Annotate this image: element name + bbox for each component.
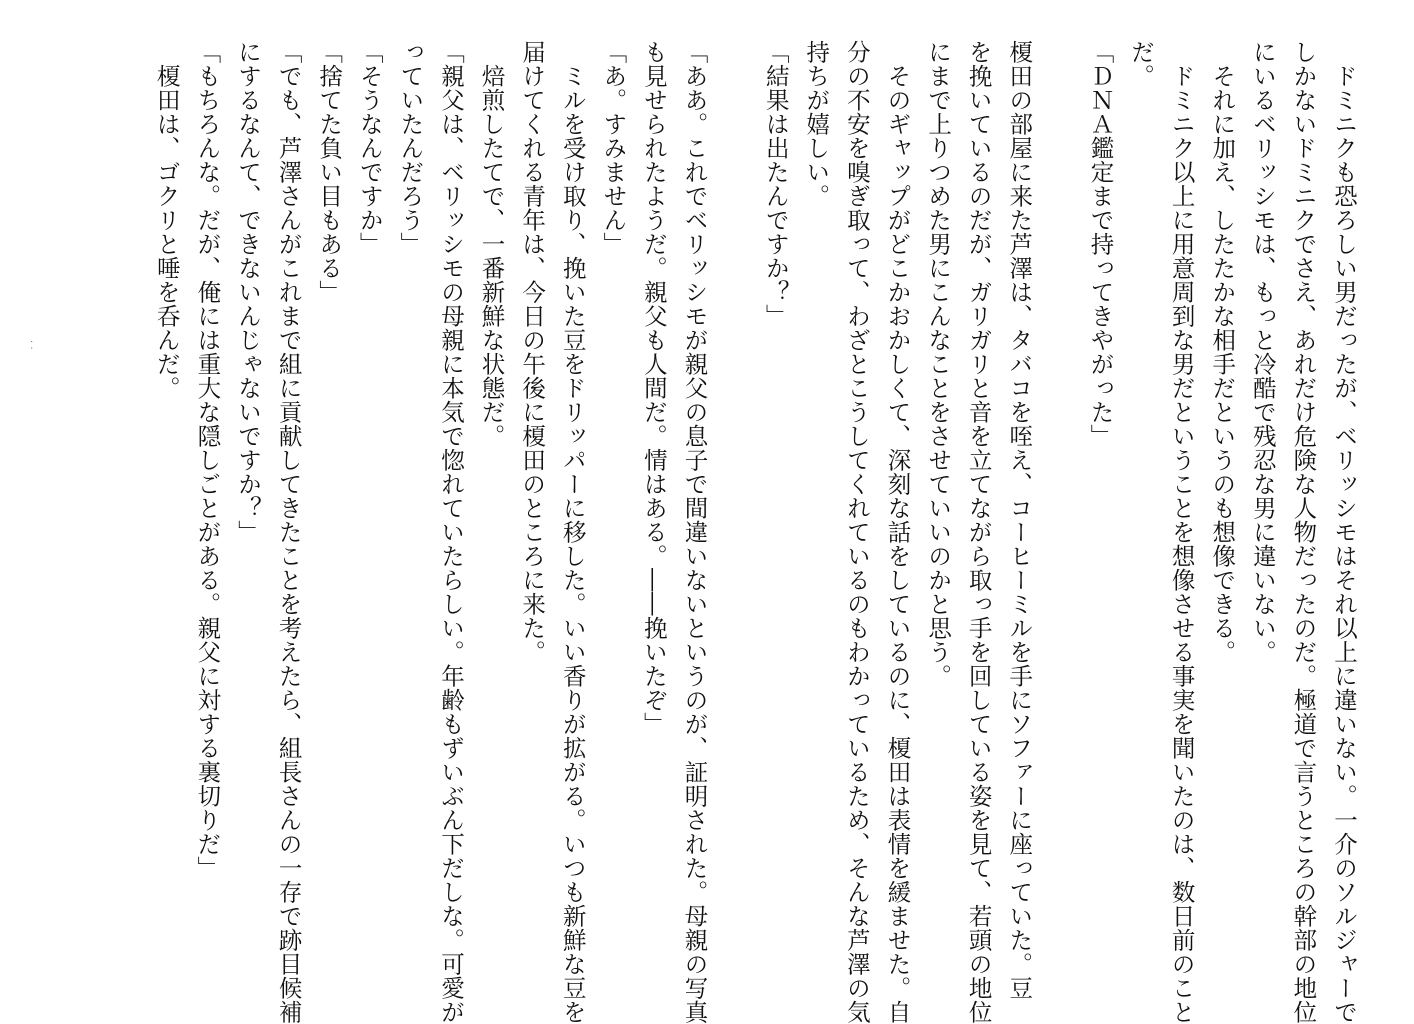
text-line: ドミニク以上に用意周到な男だということを想像させる事実を聞いたのは、数日前のこと [1167, 63, 1196, 1024]
text-line: だ。 [1127, 40, 1156, 88]
text-line: 「もちろんな。だが、俺には重大な隠しごとがある。親父に対する裏切りだ」 [193, 40, 222, 880]
text-line: 榎田の部屋に来た芦澤は、タバコを咥え、コーヒーミルを手にソファーに座っていた。豆 [1005, 40, 1034, 1000]
text-line: にまで上りつめた男にこんなことをさせていいのかと思う。 [924, 40, 953, 688]
text-line: しかないドミニクでさえ、あれだけ危険な人物だったのだ。極道で言うところの幹部の地位 [1289, 40, 1318, 1024]
text-line: 「でも、芦澤さんがこれまで組に貢献してきたことを考えたら、組長さんの一存で跡目候補 [274, 40, 303, 1024]
text-line: にするなんて、できないんじゃないですか？」 [233, 40, 262, 544]
text-line: そのギャップがどこかおかしくて、深刻な話をしているのに、榎田は表情を緩ませた。自 [883, 63, 912, 1024]
text-line: っていたんだろう」 [396, 40, 425, 256]
text-line: 「結果は出たんですか？」 [761, 40, 790, 328]
text-line: ドミニクも恐ろしい男だったが、ベリッシモはそれ以上に違いない。一介のソルジャーで [1330, 63, 1358, 1024]
text-line: 焙煎したてで、一番新鮮な状態だ。 [477, 63, 506, 448]
text-line: 「あ。すみません」 [599, 40, 628, 256]
text-line: それに加え、したたかな相手だというのも想像できる。 [1208, 63, 1237, 664]
text-line: 分の不安を嗅ぎ取って、わざとこうしてくれているのもわかっているため、そんな芦澤の気 [842, 40, 871, 1024]
text-line: 「ＤＮＡ鑑定まで持ってきやがった」 [1086, 40, 1115, 448]
text-line: を挽いているのだが、ガリガリと音を立てながら取っ手を回している姿を見て、若頭の地位 [964, 40, 993, 1024]
text-line: 榎田は、ゴクリと唾を呑んだ。 [152, 63, 181, 400]
text-line: 持ちが嬉しい。 [802, 40, 831, 208]
text-line: 「そうなんですか」 [355, 40, 384, 256]
text-line: 届けてくれる青年は、今日の午後に榎田のところに来た。 [518, 40, 547, 664]
text-line: にいるベリッシモは、もっと冷酷で残忍な男に違いない。 [1248, 40, 1277, 664]
text-line: 「捨てた負い目もある」 [315, 40, 344, 304]
text-line: も見せられたようだ。親父も人間だ。情はある。――挽いたぞ」 [639, 40, 668, 736]
margin-dots: · · [25, 340, 36, 350]
text-line: 「親父は、ベリッシモの母親に本気で惚れていたらしい。年齢もずいぶん下だしな。可愛が [436, 40, 465, 1024]
vertical-text-body [146, 40, 1364, 1024]
text-line: ミルを受け取り、挽いた豆をドリッパーに移した。いい香りが拡がる。いつも新鮮な豆を [558, 63, 587, 1024]
text-line: 「ああ。これでベリッシモが親父の息子で間違いないというのが、証明された。母親の写真 [680, 40, 709, 1024]
